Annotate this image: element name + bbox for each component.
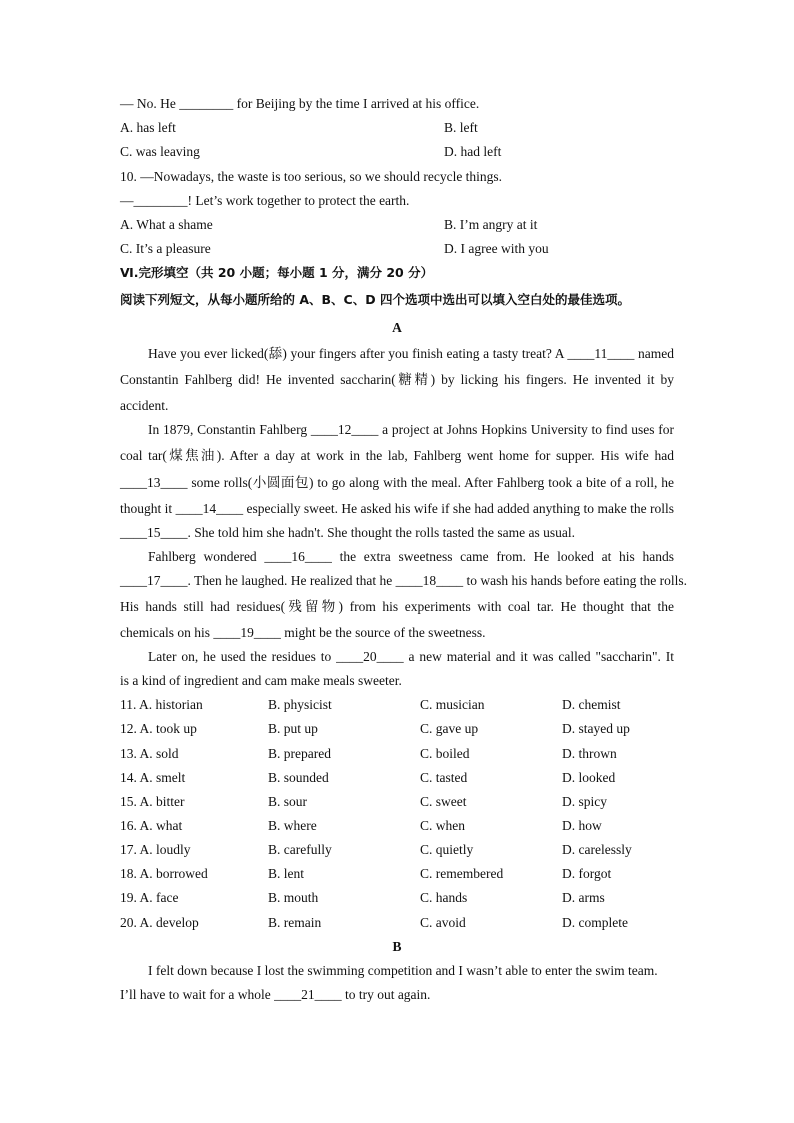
option-19-a: 19. A. face — [120, 890, 179, 905]
q9-option-a: A. has left — [120, 120, 176, 135]
option-15-c: C. sweet — [420, 794, 467, 809]
option-14-b: B. sounded — [268, 770, 329, 785]
option-12-d: D. stayed up — [562, 721, 630, 736]
passage-a-line: ____13____ some rolls(小圆面包) to go along with the meal. After Fahlberg took a bite of a roll, he — [120, 475, 674, 490]
passage-b-line: I felt down because I lost the swimming competition and I wasn’t able to enter the swim team. — [148, 963, 658, 978]
option-16-d: D. how — [562, 818, 602, 833]
option-15-a: 15. A. bitter — [120, 794, 185, 809]
passage-b-line: I’ll have to wait for a whole ____21____ to try out again. — [120, 987, 431, 1002]
passage-a-line: His hands still had residues(残留物) from his experiments with coal tar. He thought that the — [120, 599, 674, 614]
q10-option-d: D. I agree with you — [444, 241, 549, 256]
option-20-b: B. remain — [268, 915, 322, 930]
option-18-a: 18. A. borrowed — [120, 866, 208, 881]
passage-a-line: ____17____. Then he laughed. He realized that he ____18____ to wash his hands before eating the rolls. — [120, 573, 687, 588]
option-18-b: B. lent — [268, 866, 304, 881]
option-13-c: C. boiled — [420, 746, 470, 761]
option-19-d: D. arms — [562, 890, 605, 905]
q9-option-c: C. was leaving — [120, 144, 200, 159]
passage-a-line: coal tar(煤焦油). After a day at work in the lab, Fahlberg went home for supper. His wife had — [120, 448, 674, 463]
option-12-c: C. gave up — [420, 721, 479, 736]
option-13-a: 13. A. sold — [120, 746, 179, 761]
q10-option-a: A. What a shame — [120, 217, 213, 232]
option-11-a: 11. A. historian — [120, 697, 203, 712]
q10-stem: 10. —Nowadays, the waste is too serious, so we should recycle things. — [120, 169, 503, 184]
option-16-a: 16. A. what — [120, 818, 183, 833]
option-12-b: B. put up — [268, 721, 318, 736]
option-16-c: C. when — [420, 818, 465, 833]
passage-a-line: Later on, he used the residues to ____20____ a new material and it was called "saccharin". It — [148, 649, 674, 664]
q10-option-c: C. It’s a pleasure — [120, 241, 211, 256]
option-14-a: 14. A. smelt — [120, 770, 186, 785]
section-title: Ⅵ.完形填空（共 20 小题；每小题 1 分，满分 20 分） — [120, 265, 434, 280]
option-13-d: D. thrown — [562, 746, 617, 761]
option-20-d: D. complete — [562, 915, 628, 930]
section-instruction: 阅读下列短文，从每小题所给的 A、B、C、D 四个选项中选出可以填入空白处的最佳选项。 — [120, 292, 630, 307]
passage-a-line: Have you ever licked(舔) your fingers after you finish eating a tasty treat? A ____11____ named — [148, 346, 674, 361]
passage-b-label: B — [392, 939, 402, 954]
option-11-d: D. chemist — [562, 697, 621, 712]
q9-stem: — No. He ________ for Beijing by the time I arrived at his office. — [120, 96, 480, 111]
passage-a-line: Constantin Fahlberg did! He invented saccharin(糖精) by licking his fingers. He invented it by — [120, 372, 674, 387]
option-17-a: 17. A. loudly — [120, 842, 191, 857]
passage-a-line: chemicals on his ____19____ might be the source of the sweetness. — [120, 625, 486, 640]
option-11-b: B. physicist — [268, 697, 332, 712]
q9-option-d: D. had left — [444, 144, 502, 159]
option-17-c: C. quietly — [420, 842, 474, 857]
option-11-c: C. musician — [420, 697, 485, 712]
option-20-c: C. avoid — [420, 915, 466, 930]
q10-reply: —________! Let’s work together to protect the earth. — [120, 193, 410, 208]
option-18-c: C. remembered — [420, 866, 504, 881]
option-19-b: B. mouth — [268, 890, 319, 905]
option-13-b: B. prepared — [268, 746, 331, 761]
q9-option-b: B. left — [444, 120, 478, 135]
passage-a-line: ____15____. She told him she hadn't. She thought the rolls tasted the same as usual. — [120, 525, 576, 540]
option-19-c: C. hands — [420, 890, 468, 905]
option-16-b: B. where — [268, 818, 317, 833]
passage-a-line: accident. — [120, 398, 169, 413]
option-14-d: D. looked — [562, 770, 616, 785]
option-18-d: D. forgot — [562, 866, 612, 881]
passage-a-line: Fahlberg wondered ____16____ the extra sweetness came from. He looked at his hands — [148, 549, 674, 564]
option-14-c: C. tasted — [420, 770, 468, 785]
q10-option-b: B. I’m angry at it — [444, 217, 538, 232]
option-20-a: 20. A. develop — [120, 915, 199, 930]
option-12-a: 12. A. took up — [120, 721, 197, 736]
passage-a-line: is a kind of ingredient and cam make meals sweeter. — [120, 673, 402, 688]
passage-a-label: A — [392, 320, 402, 335]
option-15-d: D. spicy — [562, 794, 607, 809]
option-17-d: D. carelessly — [562, 842, 632, 857]
passage-a-line: thought it ____14____ especially sweet. He asked his wife if she had added anything to make the rolls — [120, 501, 674, 516]
option-17-b: B. carefully — [268, 842, 332, 857]
passage-a-line: In 1879, Constantin Fahlberg ____12____ a project at Johns Hopkins University to find uses for — [148, 422, 674, 437]
option-15-b: B. sour — [268, 794, 308, 809]
